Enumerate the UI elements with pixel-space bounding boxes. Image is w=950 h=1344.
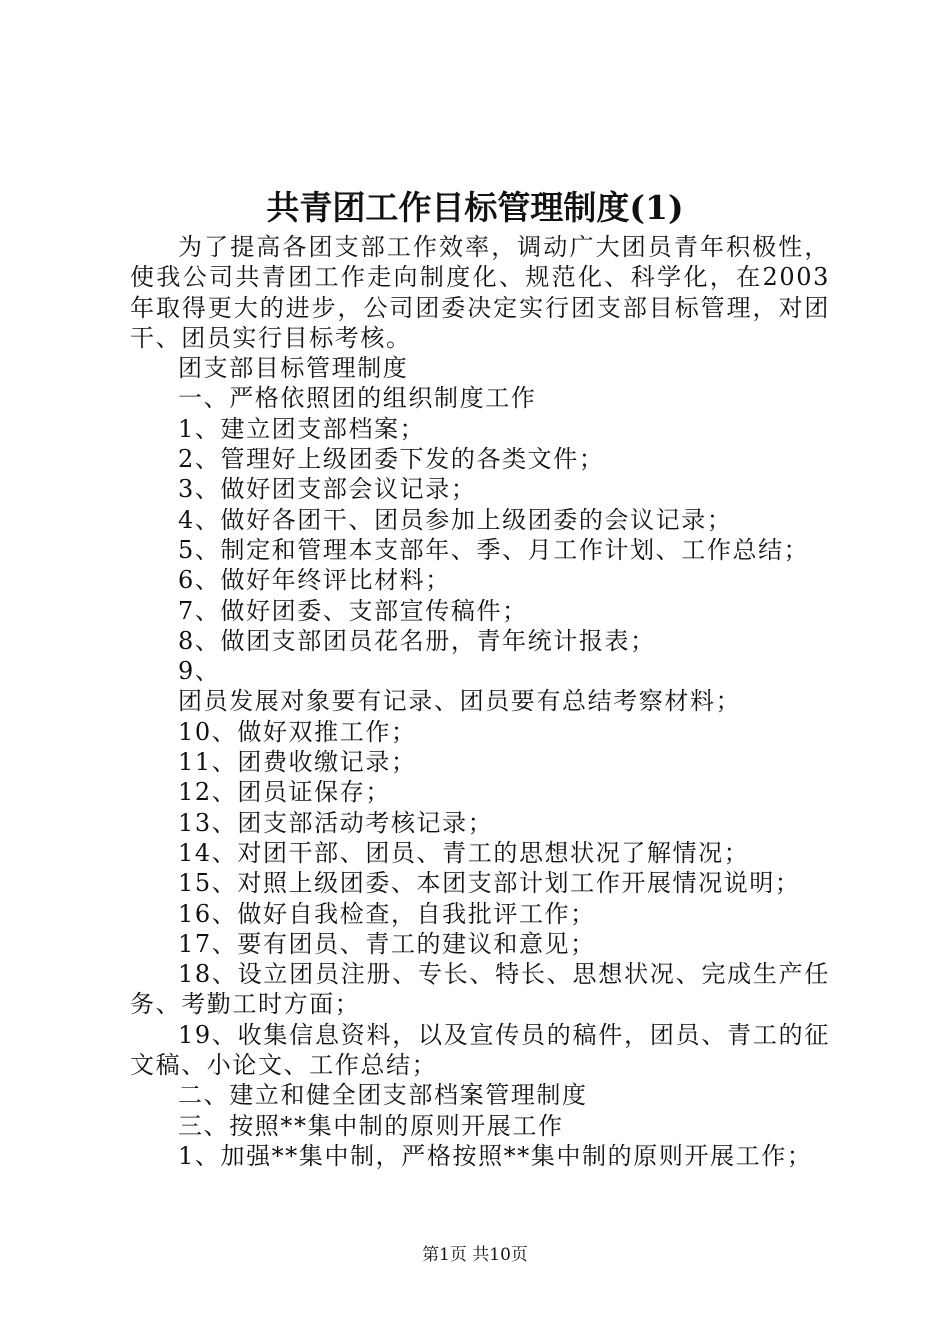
- paragraph-heading-system: 团支部目标管理制度: [178, 354, 409, 383]
- document-body: [130, 232, 830, 1171]
- list-item: 5、制定和管理本支部年、季、月工作计划、工作总结；: [178, 535, 810, 564]
- list-item: 1、建立团支部档案；: [178, 414, 426, 443]
- list-item: 14、对团干部、团员、青工的思想状况了解情况；: [178, 838, 750, 867]
- list-item: 19、收集信息资料，以及宣传员的稿件，团员、青工的征文稿、小论文、工作总结；: [130, 1020, 830, 1080]
- section-heading-1: 一、严格依照团的组织制度工作: [178, 384, 537, 413]
- list-item: 16、做好自我检查，自我批评工作；: [178, 899, 596, 928]
- list-item: 15、对照上级团委、本团支部计划工作开展情况说明；: [178, 869, 801, 898]
- list-item: 18、设立团员注册、专长、特长、思想状况、完成生产任务、考勤工时方面；: [130, 960, 830, 1019]
- list-item: 7、做好团委、支部宣传稿件；: [178, 596, 528, 625]
- list-item: 10、做好双推工作；: [178, 717, 417, 746]
- page-footer: 第1页 共10页: [422, 1245, 528, 1265]
- list-item: 2、管理好上级团委下发的各类文件；: [178, 445, 605, 474]
- list-item: 3、做好团支部会议记录；: [178, 475, 477, 504]
- list-item: 团员发展对象要有记录、团员要有总结考察材料；: [178, 687, 742, 716]
- list-item: 4、做好各团干、团员参加上级团委的会议记录；: [178, 505, 733, 534]
- list-item: 11、团费收缴记录；: [178, 748, 417, 777]
- list-item: 1、加强**集中制，严格按照**集中制的原则开展工作；: [178, 1141, 813, 1170]
- list-item: 9、: [178, 657, 221, 686]
- section-heading-2: 二、建立和健全团支部档案管理制度: [178, 1081, 588, 1110]
- list-item: 17、要有团员、青工的建议和意见；: [178, 929, 596, 958]
- section-heading-3: 三、按照**集中制的原则开展工作: [178, 1111, 564, 1140]
- list-item: 13、团支部活动考核记录；: [178, 808, 494, 837]
- list-item: 8、做团支部团员花名册，青年统计报表；: [178, 626, 656, 655]
- document-title: 共青团工作目标管理制度(1): [266, 188, 684, 227]
- list-item: 6、做好年终评比材料；: [178, 566, 451, 595]
- paragraph-intro: 为了提高各团支部工作效率，调动广大团员青年积极性，使我公司共青团工作走向制度化、规范化、科学化，在2003年取得更大的进步，公司团委决定实行团支部目标管理，对团干、团员实行目标考核。: [130, 233, 830, 352]
- list-item: 12、团员证保存；: [178, 778, 391, 807]
